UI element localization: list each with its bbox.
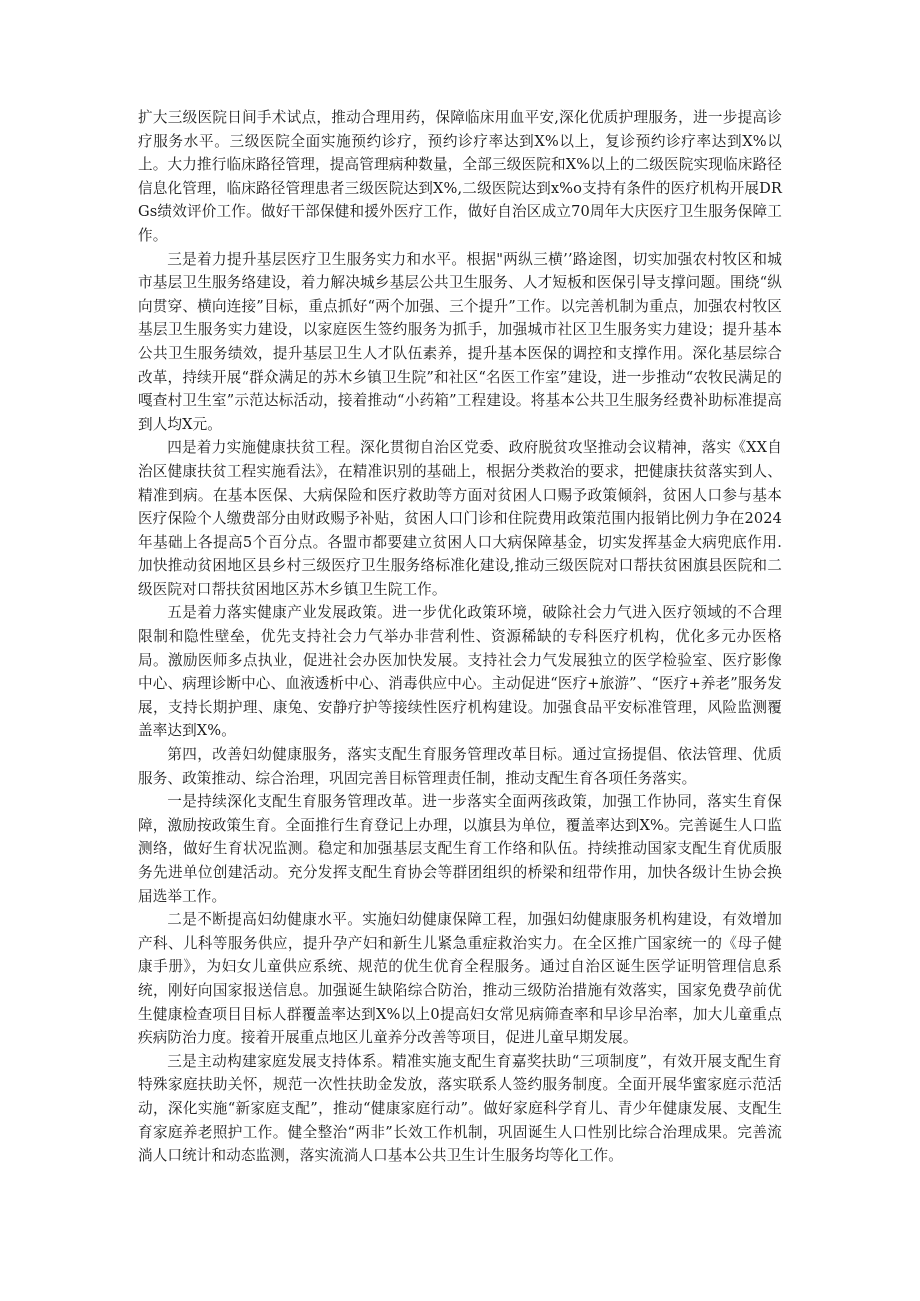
paragraph-7: 二是不断提高妇幼健康水平。实施妇幼健康保障工程，加强妇幼健康服务机构建设，有效增加产科、儿科等服务供应，提升孕产妇和新生儿紧急重症救治实力。在全区推广国家统一的《母子健康手册》，为妇女儿童供应系统、规范的优生优育全程服务。通过自治区诞生医学证明管理信息系统，刚好向国家报送信息。加强诞生缺陷综合防治，推动三级防治措施有效落实，国家免费孕前优生健康检查项目目标人群覆盖率达到X%以上0提高妇女常见病筛查率和早诊早治率，加大儿童重点疾病防治力度。接着开展重点地区儿童养分改善等项目，促进儿童早期发展。: [138, 911, 782, 1047]
paragraph-1: 扩大三级医院日间手术试点，推动合理用药，保障临床用血平安,深化优质护理服务，进一步提高诊疗服务水平。三级医院全面实施预约诊疗，预约诊疗率达到X%以上，复诊预约诊疗率达到X%以上。大力推行临床路径管理，提高管理病种数量，全部三级医院和X%以上的二级医院实现临床路径信息化管理，临床路径管理患者三级医院达到X%,二级医院达到x%o支持有条件的医疗机构开展DRGs绩效评价工作。做好干部保健和援外医疗工作，做好自治区成立70周年大庆医疗卫生服务保障工作。: [138, 109, 782, 244]
paragraph-2: 三是着力提升基层医疗卫生服务实力和水平。根据"两纵三横’’路途图，切实加强农村牧区和城市基层卫生服务络建设，着力解决城乡基层公共卫生服务、人才短板和医保引导支撑问题。围绕“纵向贯穿、横向连接”目标，重点抓好“两个加强、三个提升”工作。以完善机制为重点，加强农村牧区基层卫生服务实力建设，以家庭医生签约服务为抓手，加强城市社区卫生服务实力建设；提升基本公共卫生服务绩效，提升基层卫生人才队伍素养，提升基本医保的调控和支撑作用。深化基层综合改革，持续开展“群众满足的苏木乡镇卫生院”和社区“名医工作室”建设，进一步推动“农牧民满足的嘎查村卫生室”示范达标活动，接着推动“小药箱”工程建设。将基本公共卫生服务经费补助标准提高到人均X元。: [138, 250, 782, 433]
paragraph-5: 第四，改善妇幼健康服务，落实支配生育服务管理改革目标。通过宣扬提倡、依法管理、优质服务、政策推动、综合治理，巩固完善目标管理责任制，推动支配生育各项任务落实。: [138, 746, 782, 787]
paragraph-3: 四是着力实施健康扶贫工程。深化贯彻自治区党委、政府脱贫攻坚推动会议精神，落实《XX自治区健康扶贫工程实施看法》，在精准识别的基础上，根据分类救治的要求，把健康扶贫落实到人、精准到病。在基本医保、大病保险和医疗救助等方面对贫困人口赐予政策倾斜，贫困人口参与基本医疗保险个人缴费部分由财政赐予补贴，贫困人口门诊和住院费用政策范围内报销比例力争在2024年基础上各提高5个百分点。各盟市都要建立贫困人口大病保障基金，切实发挥基金大病兜底作用.加快推动贫困地区县乡村三级医疗卫生服务络标准化建设,推动三级医院对口帮扶贫困旗县医院和二级医院对口帮扶贫困地区苏木乡镇卫生院工作。: [138, 439, 782, 598]
paragraph-6: 一是持续深化支配生育服务管理改革。进一步落实全面两孩政策，加强工作协同，落实生育保障，激励按政策生育。全面推行生育登记上办理，以旗县为单位，覆盖率达到X%。完善诞生人口监测络，做好生育状况监测。稳定和加强基层支配生育工作络和队伍。持续推动国家支配生育优质服务先进单位创建活动。充分发挥支配生育协会等群团组织的桥梁和纽带作用，加快各级计生协会换届选举工作。: [138, 793, 782, 905]
paragraph-8: 三是主动构建家庭发展支持体系。精准实施支配生育嘉奖扶助“三项制度”，有效开展支配生育特殊家庭扶助关怀，规范一次性扶助金发放，落实联系人签约服务制度。全面开展华蜜家庭示范活动，深化实施“新家庭支配”，推动“健康家庭行动”。做好家庭科学育儿、青少年健康发展、支配生育家庭养老照护工作。健全整治“两非”长效工作机制，巩固诞生人口性别比综合治理成果。完善流淌人口统计和动态监测，落实流淌人口基本公共卫生计生服务均等化工作。: [138, 1052, 782, 1165]
paragraph-4: 五是着力落实健康产业发展政策。进一步优化政策环境，破除社会力气进入医疗领域的不合理限制和隐性壁垒，优先支持社会力气举办非营利性、资源稀缺的专科医疗机构，优化多元办医格局。激励医师多点执业，促进社会办医加快发展。支持社会力气发展独立的医学检验室、医疗影像中心、病理诊断中心、血液透析中心、消毒供应中心。主动促进“医疗+旅游”、“医疗+养老”服务发展，支持长期护理、康兔、安静疗护等接续性医疗机构建设。加强食品平安标准管理，风险监测覆盖率达到X%。: [138, 604, 782, 740]
